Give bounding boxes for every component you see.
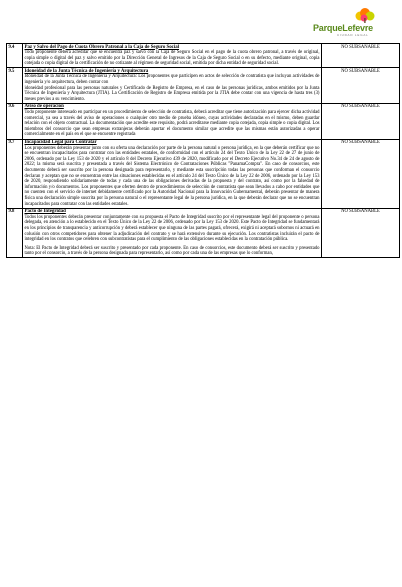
requirement-number: 9.6 [7,103,23,139]
requirement-number: 9.7 [7,139,23,208]
requirement-status: NO SUBSANABLE [322,139,400,208]
requirement-content [23,103,322,139]
requirement-title: Idoneidad de la Junta Técnica de Ingeniería y Arquitectura [24,68,149,74]
requirement-number: 9.5 [7,68,23,104]
requirement-content [23,44,322,68]
tree-logo-icon [353,8,379,23]
requirement-number: 9.8 [7,208,23,258]
requirement-paragraph: idoneidad profesional para las personas naturales y Certificado de Registro de Empresa, en el caso de las personas jurídicas, ambos emitidos por la Junta Técnica de Ingeniería y Arquitectura (JTIA). La Certificación de Registro de Empresa emitida por la JTIA debe contar con una vigencia de hasta tres (3) meses previos a su vencimiento. [24,85,320,102]
requirement-title: Pacto de Integridad [24,209,66,215]
requirement-title: Paz y Salvo del Pago de Cuota Obrero Patronal a la Caja de Seguro Social [24,44,180,50]
brand-name: ParqueLefevre [313,23,373,33]
requirement-status: NO SUBSANABLE [322,208,400,258]
requirement-content [23,139,322,208]
requirement-title: Aviso de operación [24,104,64,110]
requirement-paragraph: Nota: El Pacto de Integridad deberá ser suscrito y presentado por cada proponente. En caso de consorcios, este documento deberá ser suscrito y presentado tanto por el consorcio, a través de la persona designada para representarlo, así como por cada una de las empresas que lo conforman, [24,245,320,257]
requirement-status: NO SUBSANABLE [322,44,400,68]
requirement-row [7,44,400,68]
requirement-number: 9.4 [7,44,23,68]
requirement-status: NO SUBSANABLE [322,103,400,139]
requirement-content [23,68,322,104]
requirements-table [6,43,400,258]
requirement-paragraph: Todo proponente interesado en participar en un procedimiento de selección de contratista, deberá acreditar que tiene autorización para ejercer dicha actividad comercial, ya sea a través del aviso de operaciones o cualquier otro medio de prueba idóneo, cuyas actividades declaradas en el mismo, deben guardar relación con el objeto contractual. La documentación que acredite este requisito, podrá acreditarse mediante copia cotejada, copia simple o copia digital. Los miembros del consorcio que sean empresas extranjeras deberán aportar el documento similar que acredite que las mismas están autorizadas a operar comercialmente en el país en el que se encuentre registrada [24,110,320,138]
brand-tagline: CIUDAD LEGAL [337,33,369,37]
requirement-status: NO SUBSANABLE [322,68,400,104]
requirement-paragraph: Todo proponente deberá acreditar que se encuentra paz y salvo con la Caja de Seguro Social en el pago de la cuota obrero patronal, a través de original, copia simple o digital del paz y salvo emitido por la Dirección General de Ingresos de la Caja de Seguro Social o en su defecto, mediante original, copia cotejada o copia digital de la certificación de no cotizante al régimen de seguridad social, emitida por dicha entidad de seguridad social. [24,50,320,67]
requirement-row [7,208,400,258]
requirement-paragraph: Los proponentes deberán presentar junto con su oferta una declaración por parte de la persona natural o persona jurídica, en la que deberán certificar que no se encuentran incapacitados para contratar con las entidades estatales, de conformidad con el artículo 24 del Texto Único de la Ley 22 de 27 de junio de 2006, ordenado por la Ley 153 de 2020 y el artículo 8 del Decreto Ejecutivo 439 de 2020, modificado por el Decreto Ejecutivo No.34 de 24 de agosto de 2022; la misma será suscrita y presentada a través del Sistema Electrónico de Contrataciones Públicas "PanamaCompra". En caso de consorcios, este documento deberá ser suscrito por la persona designada para representarlo, y mediante esta suscripción todas las personas que conforman el consorcio declaran y aceptan que no se encuentran entre las situaciones establecidas en el artículo 24 del Texto Único de la Ley 22 de 2006, ordenado por la Ley 153 de 2020, respondiendo solidariamente de todas y cada una de las obligaciones derivadas de la propuesta y del contrato, así como por la falsedad de información y/o documentos. Los proponentes que oferten dentro de procedimientos de selección de contratista que sean llevados a cabo por entidades que no cuenten con el servicio de internet debidamente certificado por la Autoridad Nacional para la Innovación Gubernamental, deberán presentar de manera física una declaración simple suscrita por la persona natural o el representante legal de la persona jurídica, en la que deberán declarar que no se encuentran incapacitados para contratar con las entidades estatales. [24,145,320,207]
requirement-paragraph: Todos los proponentes deberán presentar conjuntamente con su propuesta el Pacto de Integridad suscrito por el representante legal del proponente o persona delegada, en atención a lo establecido en el Texto Único de la Ley 22 de 2006, ordenado por la Ley 153 de 2020. Este Pacto de Integridad se fundamentará en los principios de transparencia y anticorrupción y deberá establecer que ninguna de las partes pagará, ofrecerá, exigirá ni aceptará sobornos ni actuará en colusión con otros competidores para obtener la adjudicación del contrato y se hará extensivo durante su ejecución. Los contratistas incluirán el pacto de integridad en los contratos que celebren con subcontratistas para el cumplimiento de las obligaciones establecidas en la contratación pública. [24,214,320,243]
requirement-row [7,103,400,139]
requirement-paragraph: Idoneidad de la Junta Técnica de Ingeniería y Arquitectura: Los proponentes que participen en actos de selección de contratista que incluyan actividades de ingeniería y/o arquitectura, deben contar con [24,74,320,86]
requirement-title: Incapacidad Legal para Contratar [24,140,97,145]
requirement-row [7,139,400,208]
brand-logo [313,8,397,38]
requirement-row [7,68,400,104]
requirement-content [23,208,322,258]
